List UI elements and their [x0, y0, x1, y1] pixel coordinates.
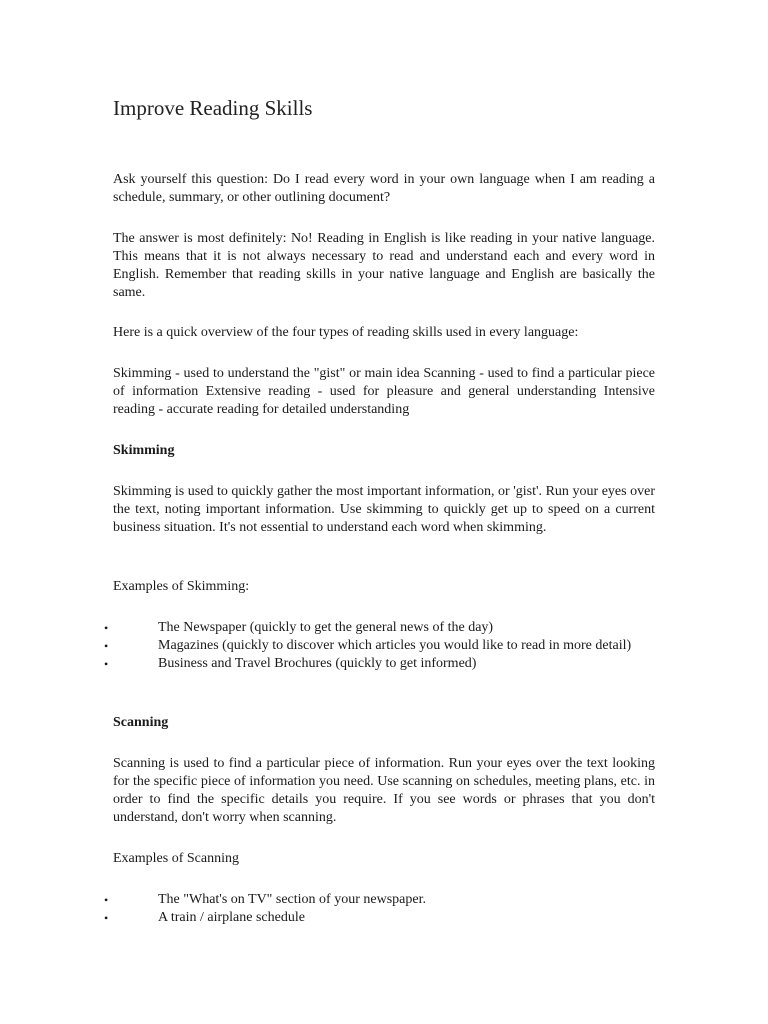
list-item-text: Business and Travel Brochures (quickly to get informed) — [158, 656, 477, 671]
overview-paragraph: Here is a quick overview of the four types of reading skills used in every language: — [113, 325, 579, 340]
bullet-icon: • — [104, 657, 109, 671]
list-item-text: Magazines (quickly to discover which articles you would like to read in more detail) — [158, 638, 632, 653]
intro-question-paragraph: Ask yourself this question: Do I read every word in your own language when I am reading a schedule, summary, or other outlining document? — [113, 172, 655, 205]
bullet-icon: • — [104, 893, 109, 907]
list-item-text: The "What's on TV" section of your newspaper. — [158, 892, 426, 907]
list-item — [0, 891, 768, 909]
reading-types-summary: Skimming - used to understand the "gist" or main idea Scanning - used to find a particular piece of information Extensive reading - used for pleasure and general understanding Intensive reading - accurate reading for detailed understanding — [113, 366, 655, 417]
bullet-icon: • — [104, 621, 109, 635]
answer-paragraph: The answer is most definitely: No! Reading in English is like reading in your native language. This means that it is not always necessary to read and understand each and every word in English. Remember that reading skills in your native language and English are basically the same. — [113, 231, 655, 300]
skimming-paragraph: Skimming is used to quickly gather the most important information, or 'gist'. Run your eyes over the text, noting important information. Use skimming to quickly get up to speed on a current business situation. It's not essential to understand each word when skimming. — [113, 484, 655, 535]
skimming-heading: Skimming — [113, 443, 175, 458]
skimming-examples-list — [0, 619, 768, 673]
list-item — [0, 637, 768, 655]
list-item-text: The Newspaper (quickly to get the general news of the day) — [158, 620, 494, 635]
list-item — [0, 655, 768, 673]
skimming-examples-label: Examples of Skimming: — [113, 579, 250, 594]
list-item — [0, 619, 768, 637]
scanning-paragraph: Scanning is used to find a particular piece of information. Run your eyes over the text looking for the specific piece of information you need. Use scanning on schedules, meeting plans, etc. in order to find the specific details you require. If you see words or phrases that you don't understand, don't worry when scanning. — [113, 756, 655, 825]
scanning-heading: Scanning — [113, 715, 169, 730]
list-item — [0, 909, 768, 927]
scanning-examples-label: Examples of Scanning — [113, 851, 239, 866]
scanning-examples-list — [0, 891, 768, 927]
bullet-icon: • — [104, 639, 109, 653]
list-item-text: A train / airplane schedule — [158, 910, 305, 925]
page-title: Improve Reading Skills — [113, 96, 313, 120]
bullet-icon: • — [104, 911, 109, 925]
